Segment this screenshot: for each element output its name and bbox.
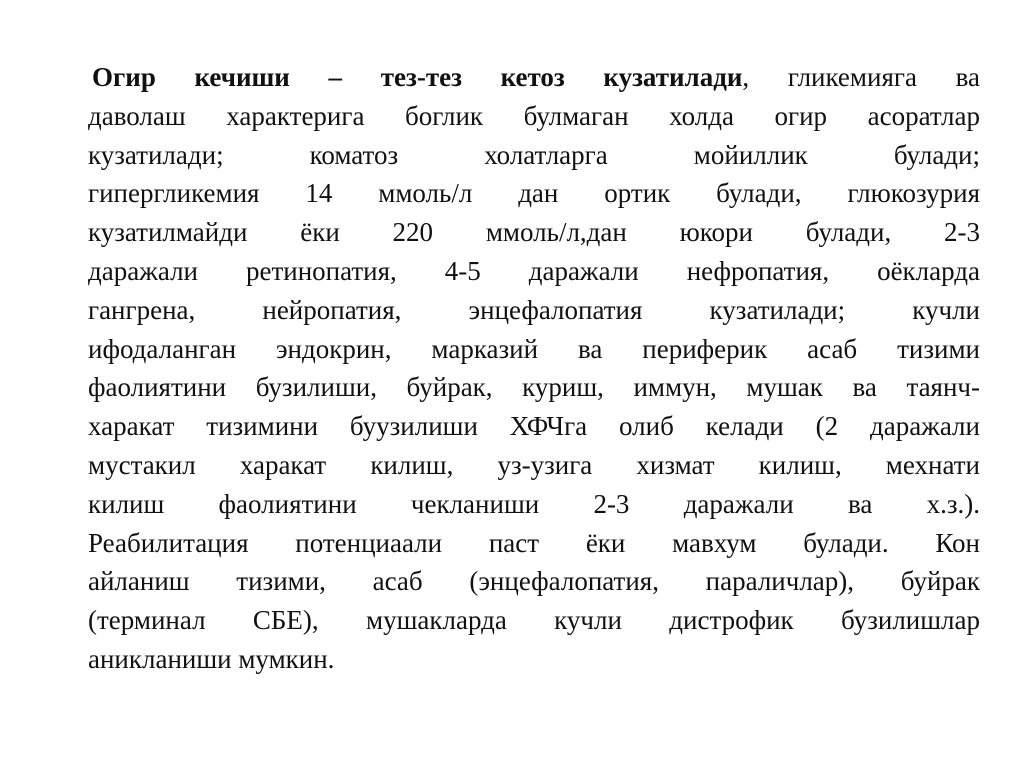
bold-lead-phrase: Огир кечиши – тез-тез кетоз кузатилади (92, 62, 743, 92)
paragraph-line: гипергликемия 14 ммоль/л дан ортик булади, глюкозурия (88, 178, 980, 209)
line-text: , гликемияга ва (742, 62, 980, 92)
paragraph-line: аникланиши мумкин. (88, 643, 335, 674)
paragraph-line: Реабилитация потенциаали паст ёки мавхум булади. Кон (88, 527, 980, 558)
paragraph-line: килиш фаолиятини чекланиши 2-3 даражали ва х.з.). (88, 488, 980, 519)
body-paragraph (88, 58, 980, 679)
paragraph-line (88, 58, 980, 97)
paragraph-line: даражали ретинопатия, 4-5 даражали нефропатия, оёкларда (88, 255, 980, 286)
paragraph-line: мустакил харакат килиш, уз-узига хизмат килиш, мехнати (88, 449, 980, 480)
paragraph-line: ифодаланган эндокрин, марказий ва периферик асаб тизими (88, 333, 980, 364)
paragraph-line: айланиш тизими, асаб (энцефалопатия, параличлар), буйрак (88, 566, 980, 597)
paragraph-line: даволаш характерига боглик булмаган холда огир асоратлар (88, 100, 980, 131)
paragraph-line: кузатилади; коматоз холатларга мойиллик булади; (88, 139, 980, 170)
paragraph-line: харакат тизимини буузилиши ХФЧга олиб келади (2 даражали (88, 411, 980, 442)
paragraph-line: фаолиятини бузилиши, буйрак, куриш, иммун, мушак ва таянч- (88, 372, 980, 403)
paragraph-line: гангрена, нейропатия, энцефалопатия кузатилади; кучли (88, 294, 980, 325)
paragraph-line: кузатилмайди ёки 220 ммоль/л,дан юкори булади, 2-3 (88, 217, 980, 248)
paragraph-line: (терминал СБЕ), мушакларда кучли дистрофик бузилишлар (88, 605, 980, 636)
